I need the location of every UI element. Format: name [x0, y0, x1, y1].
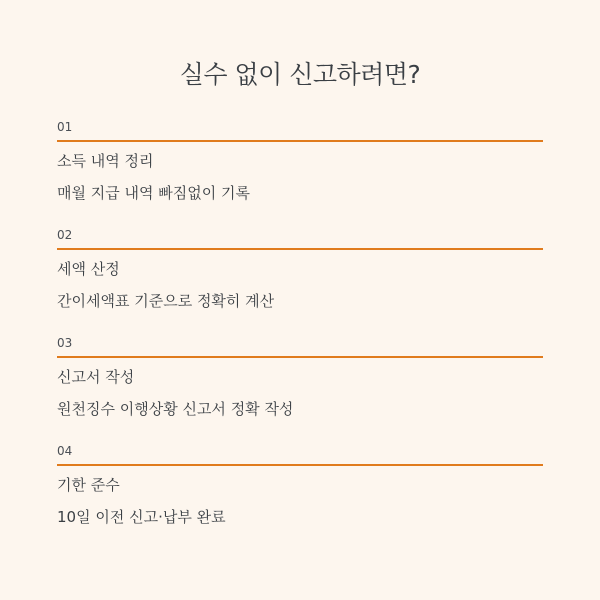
- step-description: 원천징수 이행상황 신고서 정확 작성: [57, 400, 294, 418]
- step-description: 10일 이전 신고·납부 완료: [57, 508, 226, 526]
- step-number: 03: [57, 336, 73, 350]
- step-item: [57, 118, 543, 226]
- page-title: 실수 없이 신고하려면?: [179, 60, 421, 89]
- step-number: 02: [57, 228, 73, 242]
- step-title: 신고서 작성: [57, 368, 135, 386]
- step-divider: [57, 248, 543, 250]
- step-divider: [57, 464, 543, 466]
- step-title: 소득 내역 정리: [57, 152, 154, 170]
- step-title: 세액 산정: [57, 260, 120, 278]
- step-divider: [57, 356, 543, 358]
- step-item: [57, 334, 543, 442]
- step-description: 간이세액표 기준으로 정확히 계산: [57, 292, 275, 310]
- step-title: 기한 준수: [57, 476, 120, 494]
- step-number: 04: [57, 444, 73, 458]
- step-divider: [57, 140, 543, 142]
- steps-list: [57, 118, 543, 550]
- step-item: [57, 226, 543, 334]
- step-number: 01: [57, 120, 73, 134]
- step-description: 매월 지급 내역 빠짐없이 기록: [57, 184, 250, 202]
- step-item: [57, 442, 543, 550]
